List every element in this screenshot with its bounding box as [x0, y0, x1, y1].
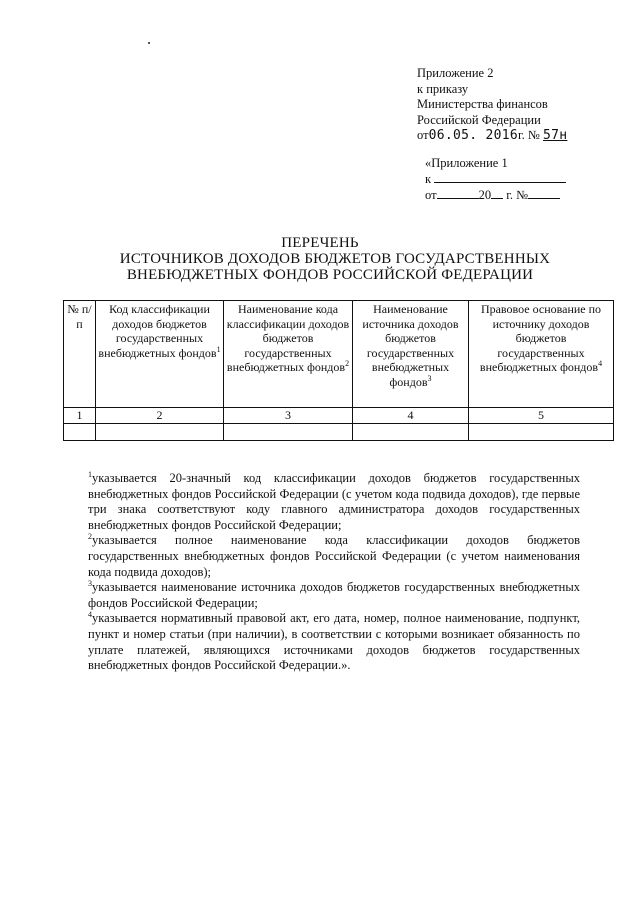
appendix-title: Приложение 2 [417, 66, 494, 80]
order-date: 06.05. 2016 [428, 128, 518, 143]
blank-field [434, 171, 566, 183]
footnote: $^4$указывается нормативный правовой акт, его дата, номер, полное наименование, подпункт, пункт и номер статьи (при наличии), в соответствии с которыми возникает обязанность по уплате платежей, являющихся источниками доходов бюджетов государственных внебюджетных фондов Российской Федерации.». [88, 610, 580, 673]
inner-year: 20 [478, 188, 492, 202]
blank-number [528, 187, 560, 199]
number-cell: 3 [224, 408, 353, 424]
header-cell: Наименование источника доходов бюджетов государственных внебюджетных фондов$^3$ [353, 301, 469, 408]
appendix-block [417, 66, 567, 144]
number-cell: 5 [469, 408, 614, 424]
footnote: $^3$указывается наименование источника доходов бюджетов государственных внебюджетных фондов Российской Федерации; [88, 579, 580, 610]
appendix-line-federation: Российской Федерации [417, 112, 541, 127]
header-cell: Наименование кода классификации доходов бюджетов государственных внебюджетных фондов$^2$ [224, 301, 353, 408]
footnote: $^1$указывается 20-значный код классификации доходов бюджетов государственных внебюджетных фондов Российской Федерации (с учетом кода подвида доходов), где первые три знака соответствуют коду главного администратора доходов государственных внебюджетных фондов Российской Федерации; [88, 469, 580, 532]
blank-date [437, 187, 479, 199]
empty-cell [353, 423, 469, 440]
footnote: $^2$указывается полное наименование кода классификации доходов бюджетов государственных внебюджетных фондов Российской Федерации (с учетом наименования кода подвида доходов); [88, 532, 580, 579]
header-cell: Код классификации доходов бюджетов государственных внебюджетных фондов$^1$ [96, 301, 224, 408]
heading-line-1: ПЕРЕЧЕНЬ [281, 235, 359, 251]
inner-appendix-title: «Приложение 1 [425, 156, 508, 170]
appendix-line-ministry: Министерства финансов [417, 97, 548, 111]
inner-to: к [425, 172, 432, 186]
inner-number: г. № [506, 188, 529, 202]
inner-appendix-block [425, 155, 566, 203]
heading-line-3: ВНЕБЮДЖЕТНЫХ ФОНДОВ РОССИЙСКОЙ ФЕДЕРАЦИИ [126, 267, 534, 283]
number-prefix: г. № [517, 128, 543, 142]
empty-cell [469, 423, 614, 440]
header-cell: Правовое основание по источнику доходов бюджетов государственных внебюджетных фондов$^4$ [469, 301, 614, 408]
heading-line-2: ИСТОЧНИКОВ ДОХОДОВ БЮДЖЕТОВ ГОСУДАРСТВЕННЫХ [119, 251, 551, 267]
scan-speck [148, 42, 150, 44]
empty-cell [64, 423, 96, 440]
inner-appendix-date-line [425, 187, 566, 203]
inner-date-prefix: от [425, 188, 437, 202]
table-header-row [64, 301, 614, 408]
footnotes [88, 471, 580, 674]
inner-appendix-to-line [425, 171, 566, 187]
header-cell: № п/п [64, 301, 96, 408]
date-prefix: от [417, 128, 429, 142]
number-cell: 1 [64, 408, 96, 424]
empty-cell [224, 423, 353, 440]
empty-cell [96, 423, 224, 440]
number-cell: 4 [353, 408, 469, 424]
sources-table [63, 300, 614, 441]
blank-year [491, 187, 503, 199]
number-cell: 2 [96, 408, 224, 424]
table-number-row [64, 408, 614, 424]
table-empty-row [64, 423, 614, 440]
order-number: 57н [543, 128, 568, 143]
appendix-line-order: к приказу [417, 81, 469, 96]
appendix-date-line [417, 128, 567, 144]
